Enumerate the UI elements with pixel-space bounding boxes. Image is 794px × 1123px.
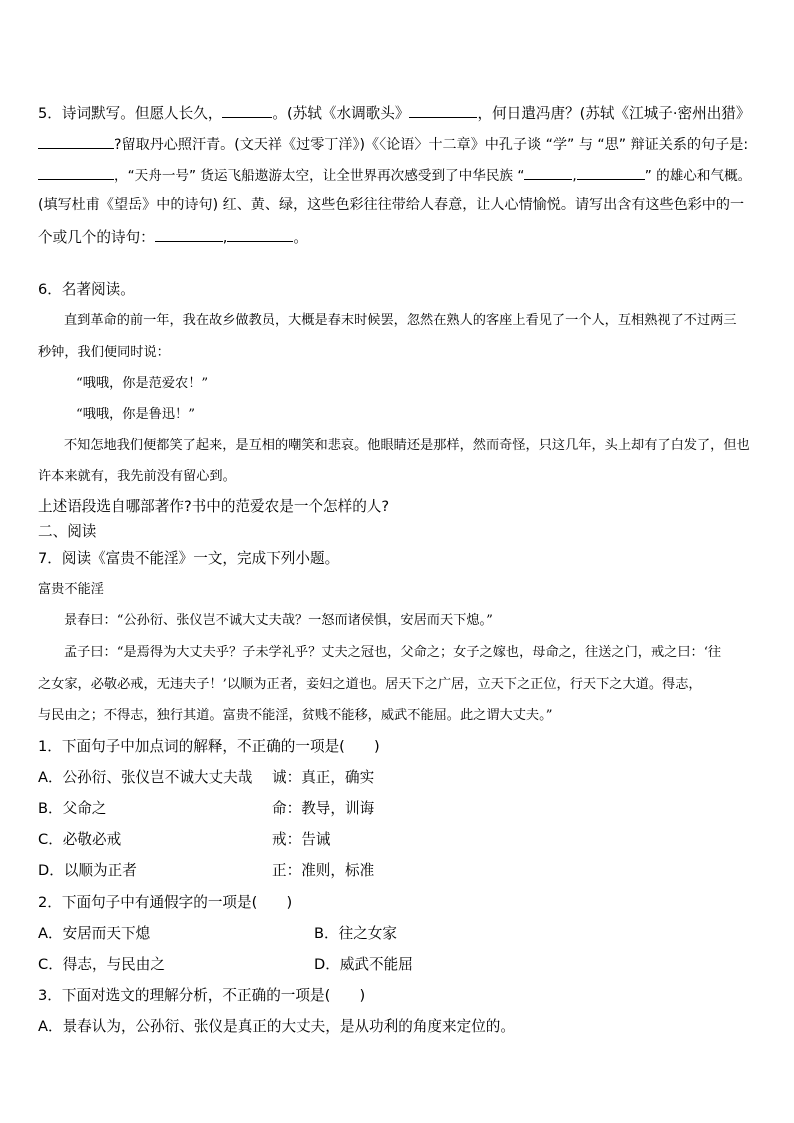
q6-excerpt-line: 不知怎地我们便都笑了起来，是互相的嘲笑和悲哀。他眼睛还是那样，然而奇怪，只这几年，头上却有了白发了，但也 (64, 438, 750, 453)
q7-heading: 7．阅读《富贵不能淫》一文，完成下列小题。 (38, 550, 340, 567)
answer-blank[interactable] (409, 102, 477, 118)
q6-excerpt-line: “哦哦，你是范爱农！” (76, 376, 209, 391)
q5-text: , (222, 229, 228, 246)
answer-blank[interactable] (524, 164, 572, 180)
q5-line-5 (38, 226, 308, 248)
option-b[interactable]: B．往之女家 (314, 925, 397, 942)
answer-blank[interactable] (227, 226, 293, 242)
q6-excerpt-line: 直到革命的前一年，我在故乡做教员，大概是春末时候罢，忽然在熟人的客座上看见了一个人，互相熟视了不过两三 (64, 313, 737, 328)
q5-text: 。(苏轼《水调歌头》 (272, 105, 410, 122)
passage-title: 富贵不能淫 (38, 582, 104, 597)
q5-text: 5．诗词默写。但愿人长久， (38, 105, 223, 122)
answer-blank[interactable] (38, 133, 114, 149)
answer-blank[interactable] (577, 164, 645, 180)
option-d[interactable]: D．以顺为正者 (38, 862, 137, 879)
q5-text: ，何日遣冯唐？(苏轼《江城子·密州出猎》 (477, 105, 751, 122)
answer-blank[interactable] (155, 226, 223, 242)
q5-text: ?留取丹心照汗青。(文天祥《过零丁洋》)《〈论语〉十二章》中孔子谈 “学” 与 “思” 辩证关系的句子是: (114, 137, 749, 153)
q6-excerpt-line: 秒钟，我们便同时说： (38, 345, 170, 360)
q5-text: 个或几个的诗句： (38, 229, 155, 246)
passage-line: 景春曰：“公孙衍、张仪岂不诚大丈夫哉？一怒而诸侯惧，安居而天下熄。” (64, 613, 493, 628)
option-c[interactable]: C．必敬必戒 (38, 831, 122, 848)
option-b[interactable]: B．父命之 (38, 800, 107, 817)
option-a[interactable]: A．景春认为，公孙衍、张仪是真正的大丈夫，是从功利的角度来定位的。 (38, 1018, 515, 1035)
q5-text: , (572, 168, 577, 184)
passage-line: 之女家，必敬必戒，无违夫子！’以顺为正者，妾妇之道也。居天下之广居，立天下之正位，行天下之大道。得志， (38, 677, 702, 692)
passage-line: 孟子曰：“是焉得为大丈夫乎？子未学礼乎？丈夫之冠也，父命之；女子之嫁也，母命之，往送之门，戒之曰：‘往 (64, 645, 722, 660)
q6-excerpt-line: 许本来就有，我先前没有留心到。 (38, 469, 236, 484)
option-a-meaning: 诚：真正，确实 (272, 769, 375, 786)
q6-heading: 6．名著阅读。 (38, 281, 135, 298)
subquestion-stem: 1．下面句子中加点词的解释，不正确的一项是( ) (38, 738, 380, 755)
q5-line-2 (38, 133, 748, 155)
answer-blank[interactable] (38, 164, 114, 180)
q5-line-1 (38, 102, 751, 124)
subquestion-stem: 3．下面对选文的理解分析，不正确的一项是( ) (38, 987, 366, 1004)
option-b-meaning: 命：教导，训诲 (272, 800, 375, 817)
section-heading: 二、阅读 (38, 523, 97, 540)
option-c-meaning: 戒：告诫 (272, 831, 331, 848)
q5-line-4: (填写杜甫《望岳》中的诗句) 红、黄、绿，这些色彩往往带给人春意，让人心情愉悦。请写出含有这些色彩中的一 (38, 197, 745, 213)
subquestion-stem: 2．下面句子中有通假字的一项是( ) (38, 894, 293, 911)
q5-text: ” 的雄心和气概。 (644, 168, 752, 184)
answer-blank[interactable] (222, 102, 272, 118)
option-d[interactable]: D．威武不能屈 (314, 956, 413, 973)
q6-excerpt-line: “哦哦，你是鲁迅！” (76, 407, 195, 422)
q5-line-3 (38, 164, 751, 186)
q5-text: ，“天舟一号” 货运飞船遨游太空，让全世界再次感受到了中华民族 “ (114, 168, 525, 184)
option-d-meaning: 正：准则，标准 (272, 862, 375, 879)
q5-text: 。 (293, 229, 309, 246)
passage-line: 与民由之；不得志，独行其道。富贵不能淫，贫贱不能移，威武不能屈。此之谓大丈夫。” (38, 708, 553, 723)
q6-question: 上述语段选自哪部著作?书中的范爱农是一个怎样的人? (38, 498, 390, 515)
option-a[interactable]: A．公孙衍、张仪岂不诚大丈夫哉 (38, 769, 253, 786)
option-c[interactable]: C．得志，与民由之 (38, 956, 165, 973)
option-a[interactable]: A．安居而天下熄 (38, 925, 151, 942)
